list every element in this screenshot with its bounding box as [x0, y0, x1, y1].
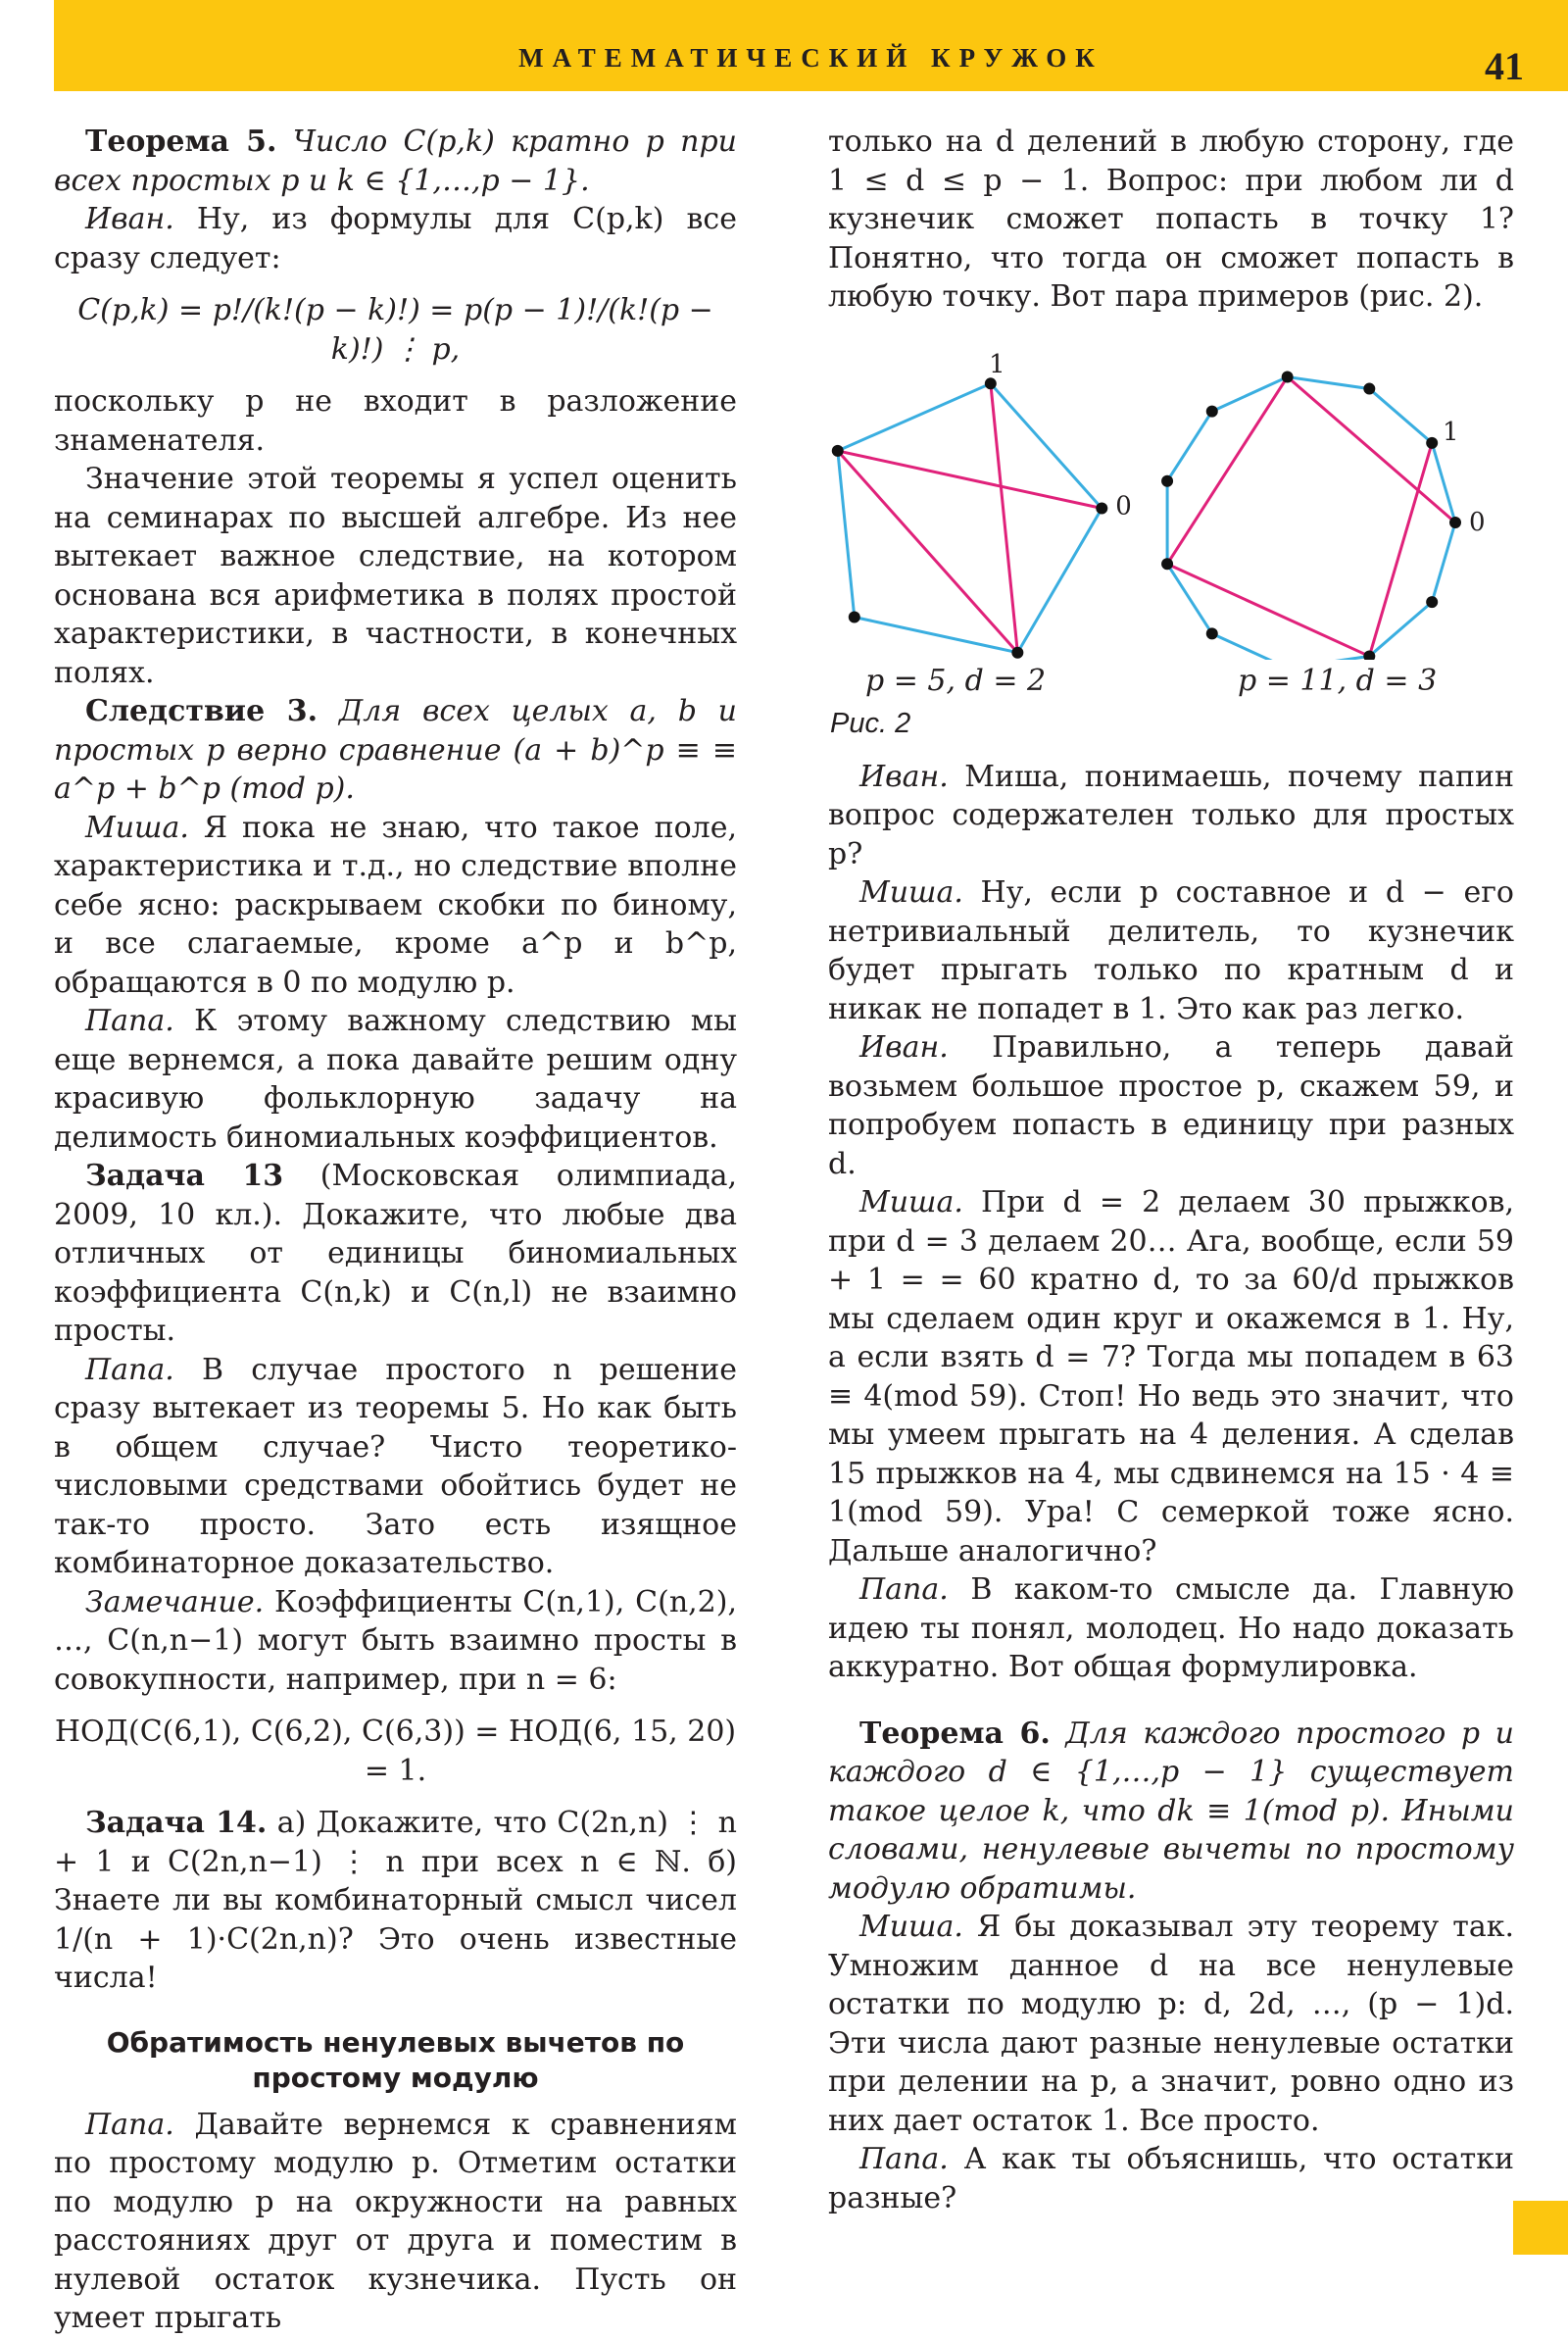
theorem-6-text: Для каждого простого p и каждого d ∈ {1,…,p − 1} существует такое целое k, что dk ≡ 1(mod p). Иными словами, ненулевые вычеты по простому модулю обратимы. [828, 1716, 1514, 1906]
papa-text-3: Давайте вернемся к сравнениям по простому модулю p. Отметим остатки по модулю p на окружности на равных расстояниях друг от друга и поместим в нулевой остаток кузнечика. Пусть он умеет прыгать [54, 2107, 737, 2335]
vertex-dot [1161, 558, 1173, 570]
vertex-dot [832, 444, 844, 456]
corner-tab [1513, 2201, 1568, 2255]
misha-paragraph-4 [828, 1908, 1514, 2140]
formula-binomial: C(p,k) = p!/(k!(p − k)!) = p(p − 1)!/(k!(p − k)!) ⋮ p, [77, 293, 713, 367]
misha-text-4: Я бы доказывал эту теорему так. Умножим данное d на все ненулевые остатки по модулю p: d, 2d, …, (p − 1)d. Эти числа дают разные ненулевые остатки при делении на p, а значит, ровно одно из них дает остаток 1. Все просто. [828, 1910, 1514, 2138]
speaker-papa: Папа. [85, 1004, 174, 1038]
ivan-text-2: Миша, понимаешь, почему папин вопрос содержателен только для простых p? [828, 759, 1514, 871]
corollary-3-label: Следствие 3. [85, 694, 318, 728]
vertex-dot [985, 377, 997, 389]
vertex-dot [1161, 474, 1173, 486]
figure-caption: Рис. 2 [830, 707, 911, 739]
speaker-papa: Папа. [859, 2142, 949, 2176]
papa-paragraph-5 [828, 2140, 1514, 2217]
misha-text-1: Я пока не знаю, что такое поле, характеристика и т.д., но следствие вполне себе ясно: раскрываем скобки по биному, и все слагаемые, кроме a^p и b^p, обращаются в 0 по модулю p. [54, 810, 737, 1000]
vertex-dot [1449, 517, 1461, 528]
corollary-3-text: Для всех целых a, b и простых p верно сравнение (a + b)^p ≡ ≡ a^p + b^p (mod p). [54, 694, 737, 806]
vertex-dot [1206, 405, 1218, 417]
task-13-label: Задача 13 [85, 1159, 284, 1193]
vertex-dot [1363, 382, 1375, 394]
page-header [54, 0, 1568, 91]
paragraph-continued: только на d делений в любую сторону, где 1 ≤ d ≤ p − 1. Вопрос: при любом ли d кузнечик сможет попасть в точку 1? Понятно, что тогда он сможет попасть в любую точку. Вот пара примеров (рис. 2). [828, 124, 1514, 314]
ivan-text-3: Правильно, а теперь давай возьмем большое простое p, скажем 59, и попробуем попасть в единицу при разных d. [828, 1030, 1514, 1181]
speaker-ivan: Иван. [85, 202, 174, 236]
theorem-5-label: Теорема 5. [85, 124, 277, 159]
papa-paragraph-3 [54, 2106, 737, 2338]
section-heading: Обратимость ненулевых вычетов по простому модулю [106, 2025, 685, 2094]
theorem-6-label: Теорема 6. [859, 1716, 1051, 1751]
left-diagram-label: p = 5, d = 2 [865, 663, 1047, 698]
left-column [54, 123, 737, 2338]
paragraph-meaning: Значение этой теоремы я успел оценить на семинарах по высшей алгебре. Из нее вытекает важное следствие, на котором основана вся арифметика в полях простой характеристики, в частности, в конечных полях. [54, 462, 737, 690]
vertex-dot [1096, 502, 1107, 514]
task-13-text: (Московская олимпиада, 2009, 10 кл.). Докажите, что любые два отличных от единицы биномиальных коэффициента C(n,k) и C(n,l) не взаимно просты. [54, 1159, 737, 1348]
theorem-5-text: Число C(p,k) кратно p при всех простых p и k ∈ {1,…,p − 1}. [54, 124, 737, 198]
ivan-paragraph-3 [828, 1028, 1514, 1183]
speaker-misha: Миша. [85, 810, 189, 845]
papa-paragraph-1 [54, 1002, 737, 1157]
misha-paragraph-3 [828, 1183, 1514, 1570]
misha-text-2: Ну, если p составное и d − его нетривиальный делитель, то кузнечик будет прыгать только по кратным d и никак не попадет в 1. Это как раз легко. [828, 875, 1514, 1026]
papa-text-2: В случае простого n решение сразу вытекает из теоремы 5. Но как быть в общем случае? Чисто теоретико-числовыми средствами обойтись будет не так-то просто. Зато есть изящное комбинаторное доказательство. [54, 1352, 737, 1580]
papa-text-4: В каком-то смысле да. Главную идею ты понял, молодец. Но надо доказать аккуратно. Вот общая формулировка. [828, 1572, 1514, 1684]
speaker-misha: Миша. [859, 875, 963, 910]
figure-2 [828, 317, 1514, 758]
formula-gcd: НОД(C(6,1), C(6,2), C(6,3)) = НОД(6, 15, 20) = 1. [54, 1715, 737, 1788]
task-13 [54, 1157, 737, 1351]
speaker-papa: Папа. [85, 1352, 174, 1387]
jump-line [838, 450, 1102, 508]
task-14 [54, 1804, 737, 1998]
theorem-5 [54, 123, 737, 200]
pentagon-diagram [832, 349, 1132, 658]
page-number: 41 [1485, 44, 1524, 88]
polygon-outline [838, 383, 1102, 652]
ivan-paragraph-1 [54, 200, 737, 277]
vertex-dot [1426, 596, 1438, 608]
papa-paragraph-2 [54, 1351, 737, 1583]
vertex-dot [849, 611, 860, 622]
polygon-outline [1167, 376, 1455, 660]
papa-text-5: А как ты объяснишь, что остатки разные? [828, 2142, 1514, 2215]
vertex-label-1: 1 [989, 349, 1005, 379]
speaker-ivan: Иван. [859, 759, 949, 794]
vertex-dot [1206, 627, 1218, 639]
vertex-label-0: 0 [1469, 507, 1486, 537]
misha-paragraph-2 [828, 873, 1514, 1028]
jump-line [838, 450, 1018, 652]
paragraph-because: поскольку p не входит в разложение знаменателя. [54, 384, 737, 458]
misha-text-3: При d = 2 делаем 30 прыжков, при d = 3 делаем 20… Ага, вообще, если 59 + 1 = = 60 кратно d, то за 60/d прыжков мы сделаем один круг и окажемся в 1. Ну, а если взять d = 7? Тогда мы попадем в 63 ≡ 4(mod 59). Стоп! Но ведь это значит, что мы умеем прыгать на 4 деления. А сделав 15 прыжков на 4, мы сдвинемся на 15 · 4 ≡ 1(mod 59). Ура! С семеркой тоже ясно. Дальше аналогично? [828, 1185, 1514, 1568]
right-column [828, 123, 1514, 2217]
jump-line [991, 383, 1018, 652]
task-14-label: Задача 14. [85, 1806, 268, 1840]
ivan-text-1: Ну, из формулы для C(p,k) все сразу следует: [54, 202, 737, 275]
corollary-3 [54, 692, 737, 809]
figure-2-drawing [823, 317, 1529, 660]
ivan-paragraph-2 [828, 758, 1514, 874]
speaker-papa: Папа. [85, 2107, 174, 2142]
vertex-dot [1282, 371, 1294, 382]
task-14-text: а) Докажите, что C(2n,n) ⋮ n + 1 и C(2n,n−1) ⋮ n при всех n ∈ ℕ. б) Знаете ли вы комбинаторный смысл чисел 1/(n + 1)·C(2n,n)? Это очень известные числа! [54, 1806, 737, 1995]
theorem-6 [828, 1715, 1514, 1909]
vertex-dot [1426, 436, 1438, 448]
papa-paragraph-4 [828, 1570, 1514, 1687]
papa-text-1: К этому важному следствию мы еще вернемся, а пока давайте решим одну красивую фольклорную задачу на делимость биномиальных коэффициентов. [54, 1004, 737, 1155]
misha-paragraph-1 [54, 809, 737, 1003]
vertex-dot [1011, 646, 1023, 658]
running-title: МАТЕМАТИЧЕСКИЙ КРУЖОК [518, 43, 1103, 73]
remark-text: Коэффициенты C(n,1), C(n,2), …, C(n,n−1) могут быть взаимно просты в совокупности, например, при n = 6: [54, 1584, 737, 1697]
speaker-misha: Миша. [859, 1910, 963, 1944]
speaker-ivan: Иван. [859, 1030, 949, 1065]
vertex-label-0: 0 [1115, 491, 1132, 521]
remark [54, 1583, 737, 1700]
speaker-papa: Папа. [859, 1572, 949, 1607]
remark-label: Замечание. [85, 1584, 265, 1619]
right-diagram-label: p = 11, d = 3 [1238, 663, 1438, 698]
vertex-label-1: 1 [1443, 417, 1459, 447]
speaker-misha: Миша. [859, 1185, 963, 1219]
hendecagon-diagram [1161, 371, 1485, 659]
